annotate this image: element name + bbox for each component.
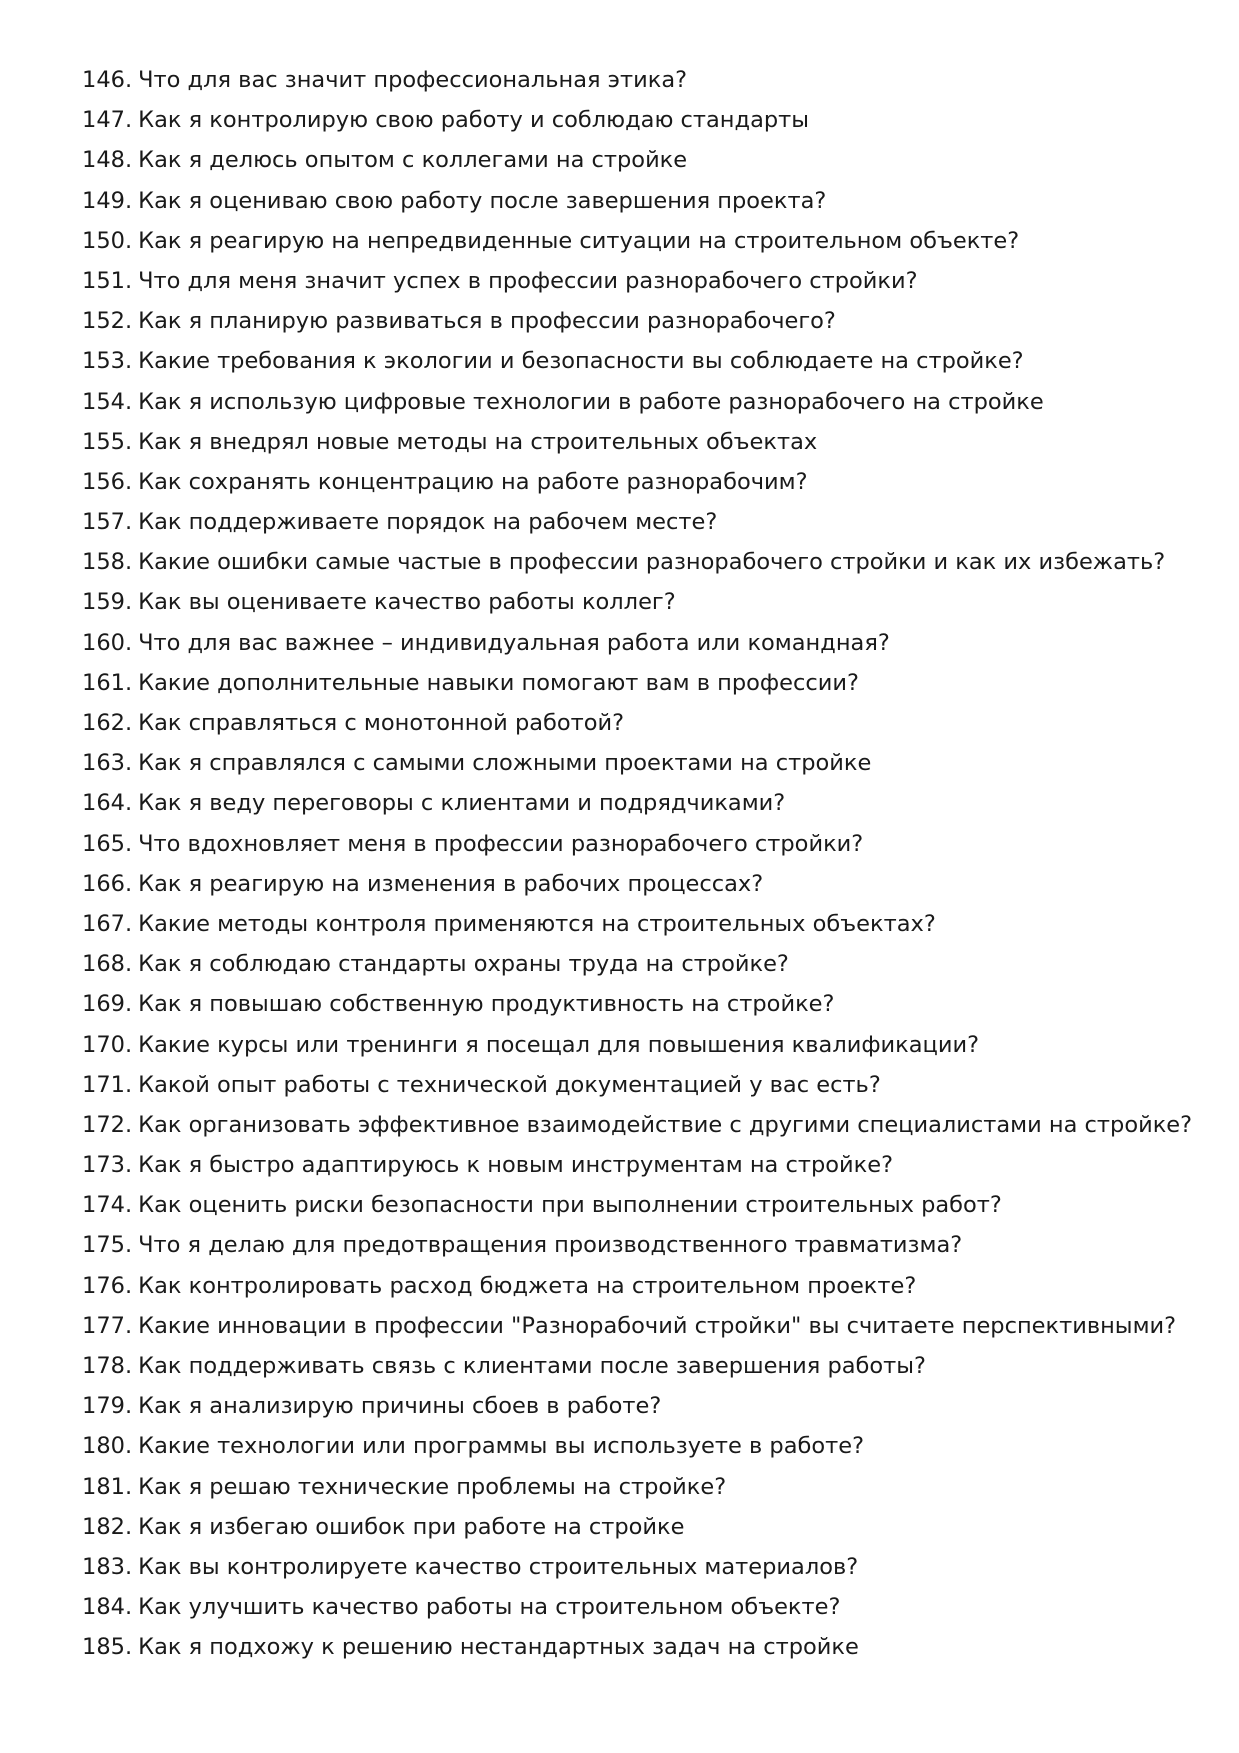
question-item [82, 1627, 1192, 1667]
question-number: 154. [82, 388, 133, 415]
question-number: 173. [82, 1152, 133, 1179]
question-text: Как я справлялся с самыми сложными проектами на стройке [138, 750, 872, 777]
question-text: Как вы контролируете качество строительных материалов? [138, 1553, 859, 1580]
question-item [82, 542, 1192, 582]
question-item [82, 944, 1192, 984]
question-text: Что для вас значит профессиональная этика? [138, 67, 688, 93]
question-text: Как справляться с монотонной работой? [138, 710, 625, 736]
question-text: Как улучшить качество работы на строительном объекте? [138, 1594, 841, 1621]
question-item [82, 1346, 1192, 1386]
question-number: 161. [82, 669, 133, 696]
question-number: 149. [82, 187, 133, 214]
question-text: Какие требования к экологии и безопасности вы соблюдаете на стройке? [138, 348, 1024, 375]
question-number: 177. [82, 1312, 133, 1339]
question-number: 181. [82, 1473, 133, 1500]
question-text: Как я реагирую на непредвиденные ситуации на строительном объекте? [138, 227, 1020, 254]
question-text: Как я быстро адаптируюсь к новым инструментам на стройке? [138, 1152, 894, 1179]
question-item [82, 864, 1192, 904]
question-number: 148. [82, 147, 133, 174]
question-number: 182. [82, 1513, 133, 1540]
question-item [82, 623, 1192, 663]
question-text: Как вы оцениваете качество работы коллег? [138, 589, 676, 616]
question-number: 176. [82, 1272, 133, 1299]
question-text: Как я делюсь опытом с коллегами на стройке [138, 147, 688, 174]
question-item [82, 181, 1192, 221]
question-number: 158. [82, 549, 133, 576]
question-number: 166. [82, 870, 133, 897]
question-number: 153. [82, 348, 133, 375]
question-text: Какие курсы или тренинги я посещал для повышения квалификации? [138, 1031, 980, 1058]
question-item [82, 341, 1192, 381]
question-number: 162. [82, 710, 133, 736]
question-number: 151. [82, 267, 133, 294]
question-text: Как я реагирую на изменения в рабочих процессах? [138, 870, 764, 897]
question-text: Как я использую цифровые технологии в работе разнорабочего на стройке [138, 388, 1044, 415]
question-text: Какие методы контроля применяются на строительных объектах? [138, 910, 936, 937]
question-item [82, 1225, 1192, 1265]
question-item [82, 1467, 1192, 1507]
question-text: Как я контролирую свою работу и соблюдаю стандарты [138, 107, 810, 134]
question-text: Какие дополнительные навыки помогают вам в профессии? [138, 669, 859, 696]
question-number: 168. [82, 951, 133, 978]
question-number: 159. [82, 589, 133, 616]
question-text: Что вдохновляет меня в профессии разнорабочего стройки? [138, 830, 864, 857]
question-number: 150. [82, 227, 133, 254]
question-item [82, 582, 1192, 622]
question-text: Как я планирую развиваться в профессии разнорабочего? [138, 308, 836, 335]
question-item [82, 1587, 1192, 1627]
question-number: 178. [82, 1353, 133, 1379]
question-number: 172. [82, 1111, 133, 1138]
question-item [82, 984, 1192, 1024]
question-text: Как я анализирую причины сбоев в работе? [138, 1393, 662, 1420]
question-item [82, 382, 1192, 422]
question-text: Какие ошибки самые частые в профессии разнорабочего стройки и как их избежать? [138, 549, 1166, 576]
question-item [82, 422, 1192, 462]
question-number: 160. [82, 629, 133, 656]
question-item [82, 703, 1192, 743]
question-number: 147. [82, 107, 133, 134]
question-text: Что для меня значит успех в профессии разнорабочего стройки? [138, 267, 918, 294]
question-text: Какой опыт работы с технической документацией у вас есть? [138, 1071, 881, 1098]
question-item [82, 261, 1192, 301]
question-text: Как я оцениваю свою работу после завершения проекта? [138, 187, 827, 214]
question-number: 163. [82, 750, 133, 777]
question-text: Как контролировать расход бюджета на строительном проекте? [138, 1272, 917, 1299]
question-item [82, 502, 1192, 542]
question-number: 169. [82, 991, 133, 1018]
question-number: 175. [82, 1232, 133, 1259]
question-item [82, 1025, 1192, 1065]
question-text: Какие технологии или программы вы используете в работе? [138, 1433, 865, 1460]
question-text: Как я избегаю ошибок при работе на стройке [138, 1513, 685, 1540]
question-text: Как я подхожу к решению нестандартных задач на стройке [138, 1634, 859, 1661]
question-item [82, 783, 1192, 823]
question-text: Какие инновации в профессии "Разнорабочий стройки" вы считаете перспективными? [138, 1312, 1177, 1339]
question-text: Как организовать эффективное взаимодействие с другими специалистами на стройке? [138, 1111, 1193, 1138]
question-text: Как оценить риски безопасности при выполнении строительных работ? [138, 1192, 1002, 1219]
question-text: Как я повышаю собственную продуктивность на стройке? [138, 991, 835, 1018]
question-item [82, 462, 1192, 502]
question-item [82, 1507, 1192, 1547]
question-item [82, 663, 1192, 703]
question-text: Как я внедрял новые методы на строительных объектах [138, 428, 818, 455]
question-item [82, 100, 1192, 140]
question-item [82, 301, 1192, 341]
question-text: Что для вас важнее – индивидуальная работа или командная? [138, 629, 890, 656]
question-text: Как сохранять концентрацию на работе разнорабочим? [138, 468, 808, 495]
question-number: 184. [82, 1594, 133, 1621]
question-number: 152. [82, 308, 133, 335]
question-item [82, 824, 1192, 864]
question-item [82, 140, 1192, 180]
question-number: 185. [82, 1634, 133, 1661]
question-item [82, 1185, 1192, 1225]
question-text: Как я веду переговоры с клиентами и подрядчиками? [138, 790, 786, 817]
question-item [82, 1306, 1192, 1346]
question-number: 183. [82, 1553, 133, 1580]
question-item [82, 1266, 1192, 1306]
question-item [82, 1145, 1192, 1185]
question-item [82, 1547, 1192, 1587]
question-number: 164. [82, 790, 133, 817]
question-item [82, 221, 1192, 261]
question-number: 171. [82, 1071, 133, 1098]
question-item [82, 60, 1192, 100]
question-number: 180. [82, 1433, 133, 1460]
question-number: 170. [82, 1031, 133, 1058]
question-item [82, 904, 1192, 944]
question-text: Как я решаю технические проблемы на стройке? [138, 1473, 727, 1500]
question-text: Как поддерживаете порядок на рабочем месте? [138, 509, 718, 536]
question-text: Что я делаю для предотвращения производственного травматизма? [138, 1232, 963, 1259]
question-text: Как я соблюдаю стандарты охраны труда на стройке? [138, 951, 789, 978]
question-number: 155. [82, 428, 133, 455]
question-number: 156. [82, 468, 133, 495]
question-list [82, 60, 1192, 1668]
question-item [82, 743, 1192, 783]
question-number: 146. [82, 67, 133, 93]
question-text: Как поддерживать связь с клиентами после завершения работы? [138, 1353, 926, 1379]
question-number: 179. [82, 1393, 133, 1420]
question-number: 157. [82, 509, 133, 536]
question-number: 174. [82, 1192, 133, 1219]
question-number: 165. [82, 830, 133, 857]
question-item [82, 1426, 1192, 1466]
question-number: 167. [82, 910, 133, 937]
question-item [82, 1105, 1192, 1145]
question-item [82, 1386, 1192, 1426]
question-item [82, 1065, 1192, 1105]
